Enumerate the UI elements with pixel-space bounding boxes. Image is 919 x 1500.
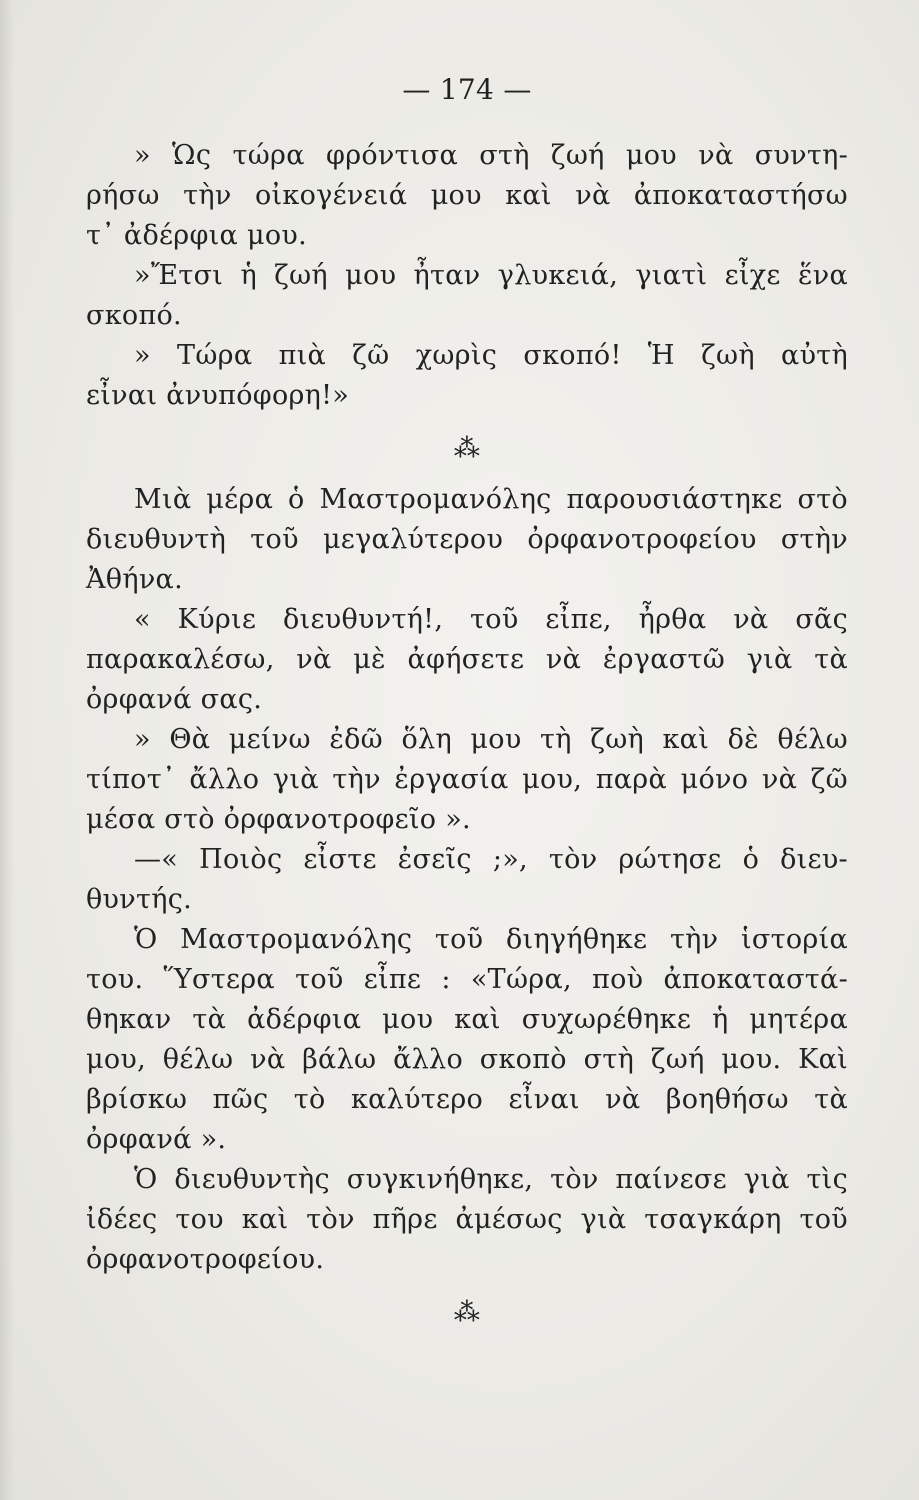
text-line: ὀρφανά σας. [86,684,263,715]
text-line: σκοπό. [86,300,182,331]
text-line: » Ὡς τώρα φρόντισα στὴ ζωή μου νὰ συντη- [134,140,848,171]
text-line: ἰδέες του καὶ τὸν πῆρε ἀμέσως γιὰ τσαγκάρη τοῦ [86,1204,848,1235]
text-line: εἶναι ἀνυπόφορη!» [86,380,350,411]
text-line: » Τώρα πιὰ ζῶ χωρὶς σκοπό! Ἡ ζωὴ αὐτὴ [134,340,848,371]
page-text [86,70,848,1336]
text-line: ρήσω τὴν οἰκογένειά μου καὶ νὰ ἀποκαταστήσω [86,180,848,211]
text-line: —« Ποιὸς εἶστε ἐσεῖς ;», τὸν ρώτησε ὁ διευ- [134,844,848,875]
page-number: — 174 — [402,73,532,106]
text-line: Μιὰ μέρα ὁ Μαστρομανόλης παρουσιάστηκε στὸ [134,484,848,515]
text-line: θυντής. [86,884,192,915]
text-line: τ᾽ ἀδέρφια μου. [86,220,307,251]
text-line: μου, θέλω νὰ βάλω ἄλλο σκοπὸ στὴ ζωή μου. Καὶ [86,1044,848,1075]
text-line: « Κύριε διευθυντή!, τοῦ εἶπε, ἦρθα νὰ σᾶς [134,604,848,635]
spine-shadow [0,0,14,1500]
text-line: του. Ὕστερα τοῦ εἶπε : «Τώρα, ποὺ ἀποκαταστά- [86,964,848,995]
text-line: διευθυντὴ τοῦ μεγαλύτερου ὀρφανοτροφείου στὴν [86,524,848,555]
text-line: τίποτ᾽ ἄλλο γιὰ τὴν ἐργασία μου, παρὰ μόνο νὰ ζῶ [86,764,848,795]
text-line: »Ἔτσι ἡ ζωή μου ἦταν γλυκειά, γιατὶ εἶχε ἕνα [134,260,848,291]
section-break-asterism: ⁂ [453,434,481,464]
text-line: βρίσκω πῶς τὸ καλύτερο εἶναι νὰ βοηθήσω τὰ [86,1084,848,1115]
text-line: μέσα στὸ ὀρφανοτροφεῖο ». [86,804,471,835]
text-line: παρακαλέσω, νὰ μὲ ἀφήσετε νὰ ἐργαστῶ γιὰ τὰ [86,644,848,675]
text-line: Ὁ διευθυντὴς συγκινήθηκε, τὸν παίνεσε γιὰ τὶς [134,1164,848,1195]
text-line: ὀρφανά ». [86,1124,227,1155]
section-break-asterism: ⁂ [453,1298,481,1328]
text-line: ὀρφανοτροφείου. [86,1244,325,1275]
text-line: Ὁ Μαστρομανόλης τοῦ διηγήθηκε τὴν ἱστορία [134,924,848,955]
text-line: θηκαν τὰ ἀδέρφια μου καὶ συχωρέθηκε ἡ μητέρα [86,1004,848,1035]
text-line: Ἀθήνα. [86,564,183,595]
text-line: » Θὰ μείνω ἐδῶ ὅλη μου τὴ ζωὴ καὶ δὲ θέλω [134,724,848,755]
